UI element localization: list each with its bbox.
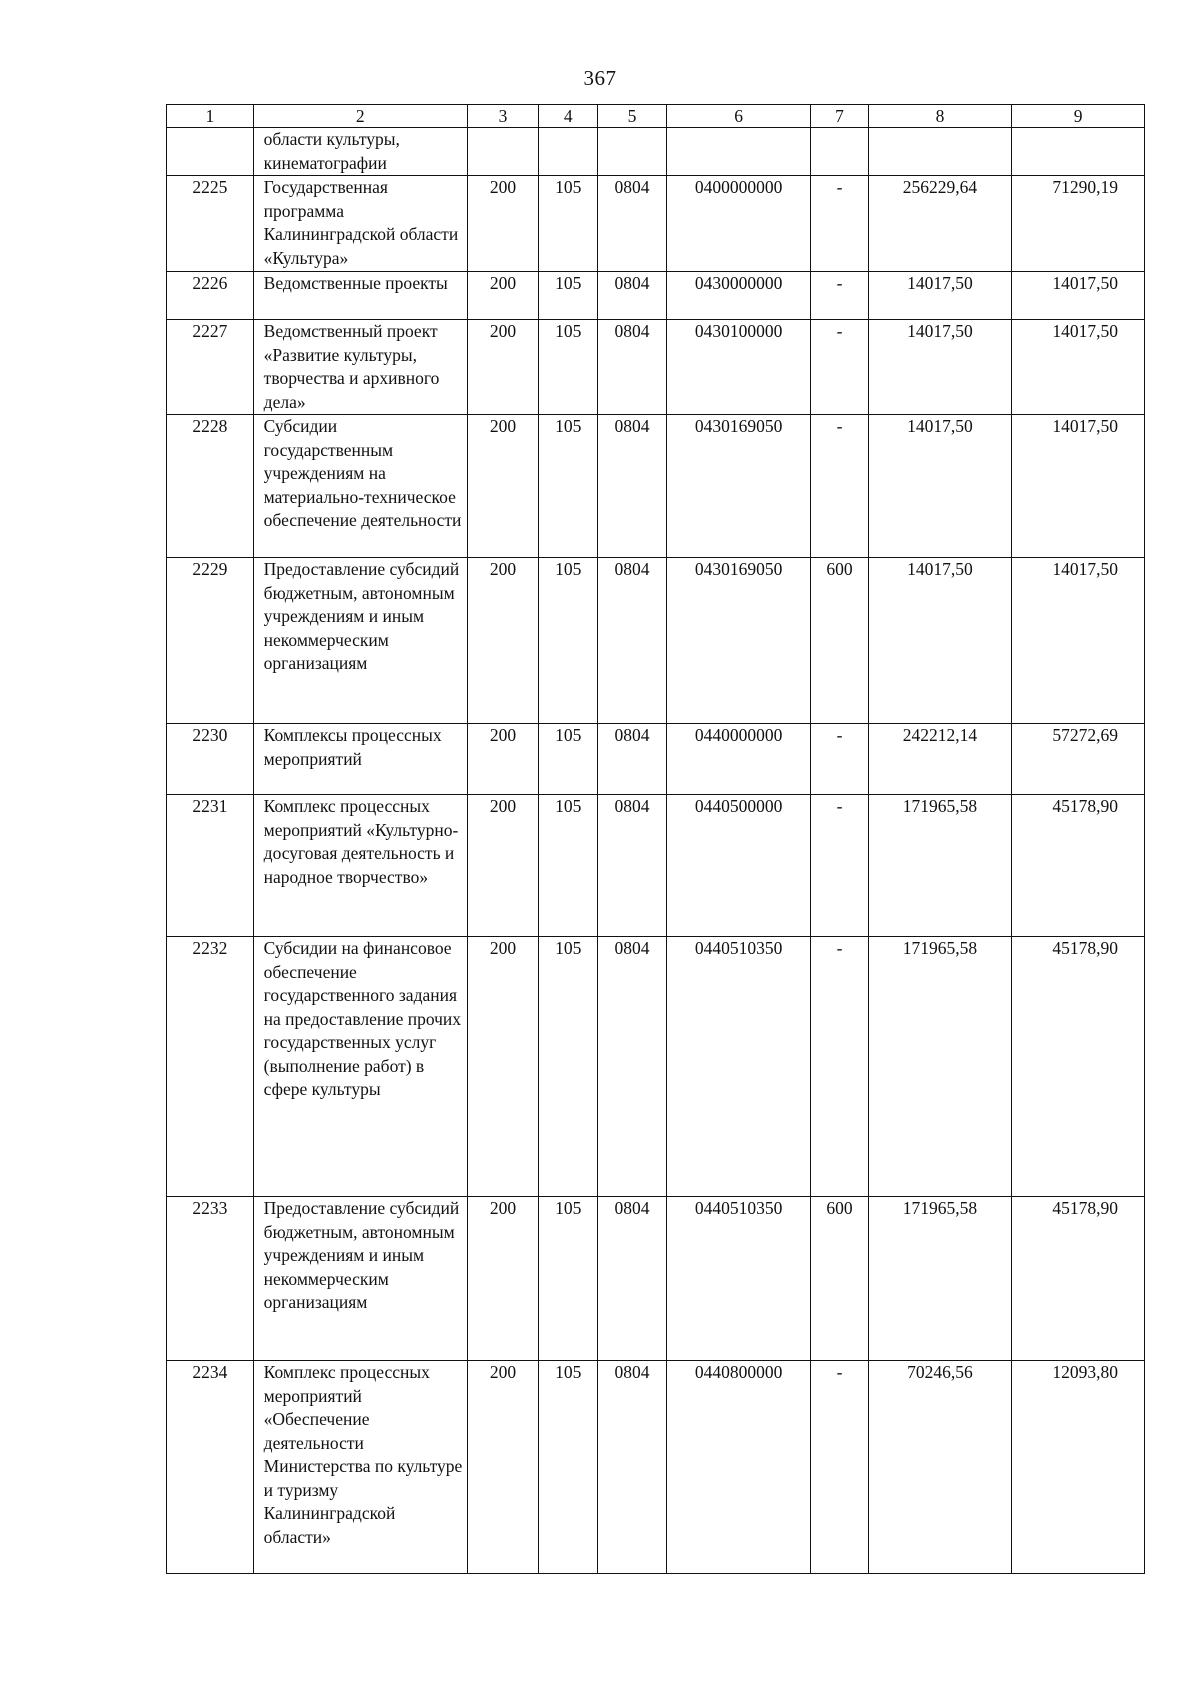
header-cell-7: 7 <box>811 105 868 128</box>
col3-cell: 200 <box>467 724 538 795</box>
row-number-cell: 2227 <box>167 320 254 415</box>
col3-cell: 200 <box>467 272 538 320</box>
col4-cell: 105 <box>539 1361 598 1574</box>
col9-cell <box>1012 128 1145 176</box>
col7-cell: - <box>811 320 868 415</box>
col5-cell: 0804 <box>598 415 666 558</box>
col4-cell: 105 <box>539 795 598 937</box>
row-name-cell: области культуры, кинематографии <box>253 128 467 176</box>
row-number-cell: 2231 <box>167 795 254 937</box>
table-header <box>167 105 1145 128</box>
col6-cell: 0440510350 <box>666 1197 811 1361</box>
table-row <box>167 176 1145 272</box>
table-row <box>167 415 1145 558</box>
row-name-cell: Ведомственные проекты <box>253 272 467 320</box>
col8-cell: 14017,50 <box>868 272 1012 320</box>
table-row <box>167 724 1145 795</box>
col3-cell: 200 <box>467 937 538 1197</box>
col7-cell: - <box>811 937 868 1197</box>
col9-cell: 12093,80 <box>1012 1361 1145 1574</box>
table-row <box>167 1361 1145 1574</box>
col5-cell: 0804 <box>598 176 666 272</box>
col8-cell: 171965,58 <box>868 1197 1012 1361</box>
table-row <box>167 558 1145 724</box>
col7-cell: - <box>811 176 868 272</box>
col5-cell: 0804 <box>598 1361 666 1574</box>
header-row <box>167 105 1145 128</box>
col5-cell: 0804 <box>598 272 666 320</box>
table-row <box>167 937 1145 1197</box>
header-cell-1: 1 <box>167 105 254 128</box>
row-name-cell: Ведомственный проект «Развитие культуры, творчества и архивного дела» <box>253 320 467 415</box>
row-number-cell: 2232 <box>167 937 254 1197</box>
col8-cell: 14017,50 <box>868 320 1012 415</box>
row-number-cell: 2225 <box>167 176 254 272</box>
col7-cell: 600 <box>811 1197 868 1361</box>
col5-cell: 0804 <box>598 937 666 1197</box>
col7-cell: - <box>811 272 868 320</box>
col8-cell: 242212,14 <box>868 724 1012 795</box>
col6-cell: 0430169050 <box>666 415 811 558</box>
col9-cell: 45178,90 <box>1012 795 1145 937</box>
col6-cell: 0430169050 <box>666 558 811 724</box>
col8-cell: 70246,56 <box>868 1361 1012 1574</box>
header-cell-3: 3 <box>467 105 538 128</box>
col8-cell: 171965,58 <box>868 795 1012 937</box>
header-cell-8: 8 <box>868 105 1012 128</box>
col4-cell: 105 <box>539 272 598 320</box>
col8-cell: 14017,50 <box>868 415 1012 558</box>
col9-cell: 71290,19 <box>1012 176 1145 272</box>
row-number-cell: 2230 <box>167 724 254 795</box>
row-number-cell: 2234 <box>167 1361 254 1574</box>
col8-cell: 256229,64 <box>868 176 1012 272</box>
row-name-cell: Субсидии на финансовое обеспечение государственного задания на предоставление прочих государственных услуг (выполнение работ) в сфере культуры <box>253 937 467 1197</box>
col4-cell: 105 <box>539 724 598 795</box>
col5-cell: 0804 <box>598 724 666 795</box>
col6-cell: 0440500000 <box>666 795 811 937</box>
col8-cell <box>868 128 1012 176</box>
row-number-cell: 2226 <box>167 272 254 320</box>
col5-cell <box>598 128 666 176</box>
row-number-cell: 2228 <box>167 415 254 558</box>
col8-cell: 14017,50 <box>868 558 1012 724</box>
col7-cell: - <box>811 795 868 937</box>
row-name-cell: Комплекс процессных мероприятий «Культурно-досуговая деятельность и народное творчество» <box>253 795 467 937</box>
col5-cell: 0804 <box>598 1197 666 1361</box>
col9-cell: 14017,50 <box>1012 272 1145 320</box>
row-number-cell: 2229 <box>167 558 254 724</box>
col9-cell: 57272,69 <box>1012 724 1145 795</box>
col7-cell <box>811 128 868 176</box>
col5-cell: 0804 <box>598 795 666 937</box>
col9-cell: 14017,50 <box>1012 558 1145 724</box>
col3-cell: 200 <box>467 1197 538 1361</box>
col7-cell: - <box>811 724 868 795</box>
col4-cell: 105 <box>539 558 598 724</box>
header-cell-2: 2 <box>253 105 467 128</box>
col7-cell: 600 <box>811 558 868 724</box>
col4-cell: 105 <box>539 1197 598 1361</box>
col3-cell: 200 <box>467 1361 538 1574</box>
header-cell-4: 4 <box>539 105 598 128</box>
col4-cell <box>539 128 598 176</box>
col8-cell: 171965,58 <box>868 937 1012 1197</box>
col7-cell: - <box>811 415 868 558</box>
col3-cell: 200 <box>467 320 538 415</box>
col9-cell: 45178,90 <box>1012 937 1145 1197</box>
col5-cell: 0804 <box>598 558 666 724</box>
table-body <box>167 128 1145 1574</box>
col6-cell: 0440510350 <box>666 937 811 1197</box>
header-cell-6: 6 <box>666 105 811 128</box>
col6-cell <box>666 128 811 176</box>
row-name-cell: Субсидии государственным учреждениям на материально-техническое обеспечение деятельности <box>253 415 467 558</box>
col4-cell: 105 <box>539 320 598 415</box>
col3-cell: 200 <box>467 415 538 558</box>
table-row <box>167 795 1145 937</box>
col9-cell: 45178,90 <box>1012 1197 1145 1361</box>
row-name-cell: Предоставление субсидий бюджетным, автономным учреждениям и иным некоммерческим организациям <box>253 558 467 724</box>
col6-cell: 0440000000 <box>666 724 811 795</box>
budget-table <box>166 104 1145 1574</box>
row-number-cell: 2233 <box>167 1197 254 1361</box>
col4-cell: 105 <box>539 415 598 558</box>
table-row <box>167 1197 1145 1361</box>
page-number: 367 <box>583 66 617 90</box>
col6-cell: 0440800000 <box>666 1361 811 1574</box>
table-row <box>167 320 1145 415</box>
col3-cell: 200 <box>467 795 538 937</box>
col4-cell: 105 <box>539 176 598 272</box>
table-row <box>167 128 1145 176</box>
header-cell-5: 5 <box>598 105 666 128</box>
row-name-cell: Государственная программа Калининградской области «Культура» <box>253 176 467 272</box>
row-name-cell: Комплексы процессных мероприятий <box>253 724 467 795</box>
col3-cell: 200 <box>467 176 538 272</box>
col6-cell: 0400000000 <box>666 176 811 272</box>
col6-cell: 0430100000 <box>666 320 811 415</box>
row-number-cell <box>167 128 254 176</box>
col5-cell: 0804 <box>598 320 666 415</box>
col9-cell: 14017,50 <box>1012 320 1145 415</box>
col4-cell: 105 <box>539 937 598 1197</box>
row-name-cell: Предоставление субсидий бюджетным, автономным учреждениям и иным некоммерческим организациям <box>253 1197 467 1361</box>
col9-cell: 14017,50 <box>1012 415 1145 558</box>
col3-cell: 200 <box>467 558 538 724</box>
col7-cell: - <box>811 1361 868 1574</box>
col6-cell: 0430000000 <box>666 272 811 320</box>
col3-cell <box>467 128 538 176</box>
row-name-cell: Комплекс процессных мероприятий «Обеспечение деятельности Министерства по культуре и туризму Калининградской области» <box>253 1361 467 1574</box>
table-row <box>167 272 1145 320</box>
header-cell-9: 9 <box>1012 105 1145 128</box>
